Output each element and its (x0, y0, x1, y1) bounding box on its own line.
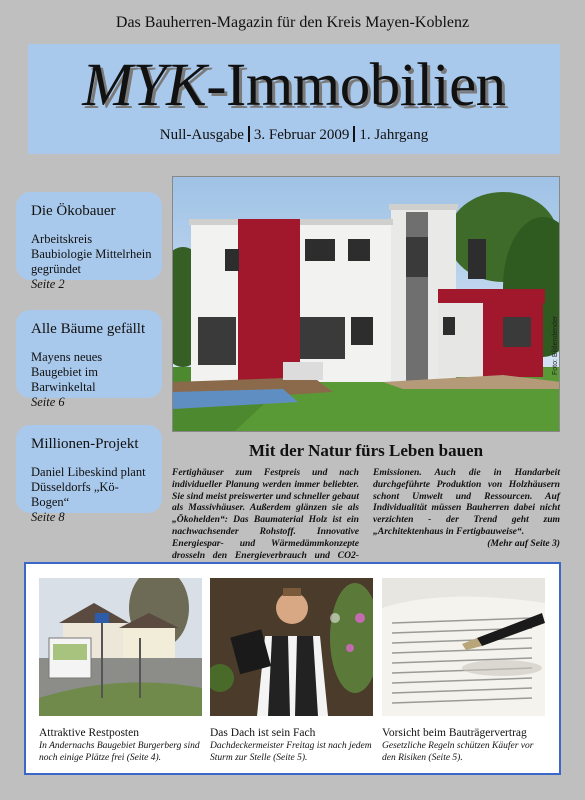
lead-text: Fertighäuser zum Festpreis und nach individueller Planung werden immer beliebter. Sie sind meist preiswerter und schneller gebaut als Massivhäuser. Außerdem glänzen sie als „Ökohelden“: Das Baumaterial Holz ist ein nachwachsender Rohstoff. Innovative Energiespar- und Wärmedämmkonzepte drosseln den Energieverbrauch und CO2-Emissionen. Auch die in Handarbeit durchgeführte Produktion von Holzhäusern schont Umwelt und Ressourcen. Auf Individualität müssen Bauherren dabei nicht verzichten - der Trend geht zum „Architektenhaus in Fertigbauweise“. (172, 467, 560, 561)
title-main-part: -Immobilien (206, 52, 506, 119)
feature-card-dachdecker[interactable] (210, 578, 373, 764)
magazine-title (28, 46, 560, 126)
title-italic-part: MYK (82, 52, 207, 119)
feature-panel (24, 562, 561, 775)
issue-separator (353, 126, 355, 142)
photo-credit: Foto: Bildendender (552, 315, 559, 375)
contract-photo (382, 578, 545, 716)
teaser-description: Daniel Libeskind plant Düsseldorfs „Kö-Bogen“ (31, 465, 146, 509)
sidebar-teaser-millionen[interactable] (16, 425, 162, 524)
feature-description: Dachdeckermeister Freitag ist nach jedem Sturm zur Stelle (Seite 5). (210, 741, 372, 763)
teaser-title: Die Ökobauer (31, 203, 116, 219)
sidebar-teaser-baeume[interactable] (16, 310, 162, 409)
teaser-title: Alle Bäume gefällt (31, 321, 146, 337)
lead-article (172, 467, 560, 561)
teaser-description: Arbeitskreis Baubiologie Mittelrhein gegründet (31, 232, 152, 276)
feature-card-restposten[interactable] (39, 578, 202, 764)
street-photo (39, 578, 202, 716)
house-illustration (173, 177, 560, 432)
masthead (28, 44, 560, 154)
feature-description: In Andernachs Baugebiet Burgerberg sind noch einige Plätze frei (Seite 4). (39, 741, 200, 763)
teaser-description: Mayens neues Baugebiet im Barwinkeltal (31, 350, 103, 394)
feature-card-bautraeger[interactable] (382, 578, 545, 764)
issue-date: 3. Februar 2009 (253, 127, 350, 143)
roofer-photo (210, 578, 373, 716)
feature-description: Gesetzliche Regeln schützen Käufer vor den Risiken (Seite 5). (382, 741, 534, 763)
issue-separator (248, 126, 250, 142)
issue-edition: Null-Ausgabe (159, 127, 244, 143)
magazine-tagline: Das Bauherren-Magazin für den Kreis Mayen-Koblenz (115, 14, 470, 31)
teaser-page: Seite 8 (31, 510, 65, 524)
contract-illustration (382, 578, 545, 716)
main-headline: Mit der Natur fürs Leben bauen (248, 441, 484, 460)
teaser-title: Millionen-Projekt (31, 436, 139, 452)
street-illustration (39, 578, 202, 716)
feature-title: Attraktive Restposten (39, 727, 139, 739)
issue-volume: 1. Jahrgang (359, 127, 429, 143)
hero-house-photo (172, 176, 560, 432)
feature-title: Vorsicht beim Bauträgervertrag (382, 727, 527, 739)
more-link[interactable]: (Mehr auf Seite 3) (487, 537, 560, 549)
roofer-illustration (210, 578, 373, 716)
feature-title: Das Dach ist sein Fach (210, 727, 316, 739)
issue-line (28, 126, 560, 144)
teaser-page: Seite 2 (31, 277, 65, 291)
teaser-page: Seite 6 (31, 395, 65, 409)
sidebar-teaser-oekobauer[interactable] (16, 192, 162, 291)
